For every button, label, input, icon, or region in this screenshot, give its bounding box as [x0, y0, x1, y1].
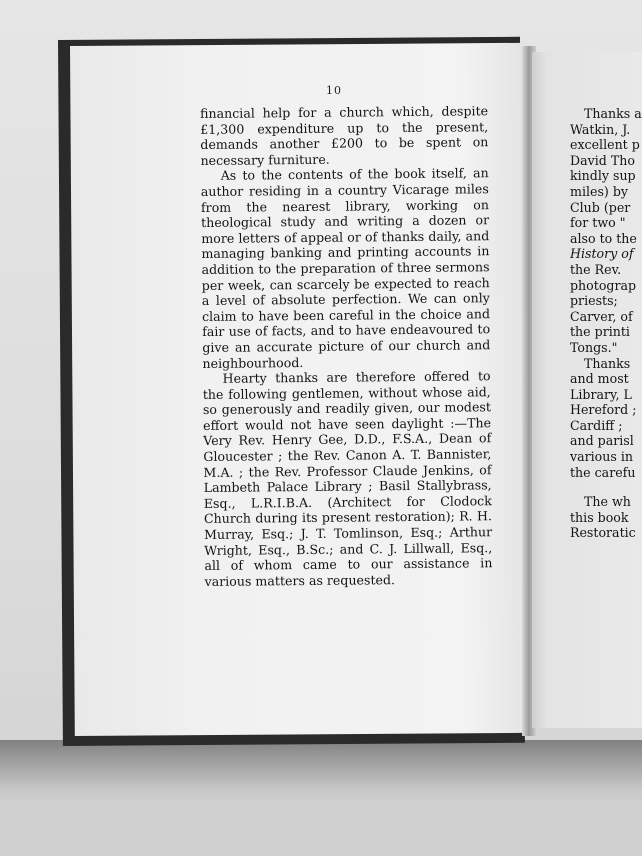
- right-line: this book: [570, 509, 629, 525]
- right-line: Cardiff ;: [570, 417, 623, 433]
- right-line: Watkin, J.: [570, 121, 631, 137]
- paragraph-3: Hearty thanks are therefore offered to the following gentlemen, without whose aid, so generously and readily given, our modest effort would not have seen daylight :—The Very Rev. Henry Gee, D.D., F.S.A., Dean of Gloucester ; the Rev. Canon A. T. Bannister, M.A. ; the Rev. Professor Claude Jenkins, of Lambeth Palace Library ; Basil Stallybrass, Esq., L.R.I.B.A. (Architect for Clodock Church during its present restoration); R. H. Murray, Esq.; J. T. Tomlinson, Esq.; Arthur Wright, Esq., B.Sc.; and C. J. Lillwall, Esq., all of whom came to our assistance in various matters as requested.: [202, 368, 493, 589]
- right-line: Tongs.": [570, 339, 618, 355]
- right-line: excellent p: [570, 137, 640, 153]
- right-line: for two ": [570, 215, 626, 231]
- right-line: the Rev.: [570, 261, 622, 277]
- right-line: the printi: [570, 324, 630, 340]
- right-line: and most: [570, 371, 629, 387]
- right-line: History of: [570, 246, 634, 262]
- right-line: kindly sup: [570, 168, 636, 184]
- right-line: Club (per: [570, 199, 631, 215]
- right-line: various in: [570, 449, 633, 465]
- right-line: photograp: [570, 277, 637, 293]
- right-line: Hereford ;: [570, 402, 637, 418]
- right-line: David Tho: [570, 152, 635, 168]
- table-surface: [0, 800, 642, 856]
- right-line: also to the: [570, 230, 637, 246]
- right-line: Thanks a: [584, 106, 642, 121]
- right-page-text: [570, 106, 642, 541]
- paragraph-1: financial help for a church which, despite £1,300 expenditure up to the present, demands another £200 to be spent on necessary furniture.: [200, 103, 489, 168]
- right-line: Library, L: [570, 386, 632, 402]
- right-line: The wh: [584, 494, 631, 510]
- right-line: priests;: [570, 293, 618, 309]
- right-line: Thanks: [584, 355, 631, 371]
- right-line: miles) by: [570, 183, 629, 199]
- paragraph-2: As to the contents of the book itself, an author residing in a country Vicarage miles from the nearest library, working on theological study and writing a dozen or more letters of appeal or of thanks daily, and managing banking and printing accounts in addition to the preparation of three sermons per week, can scarcely be expected to reach a level of absolute perfection. We can only claim to have been careful in the choice and fair use of facts, and to have endeavoured to give an accurate picture of our church and neighbourhood.: [200, 165, 491, 371]
- right-line: Restoratic: [570, 525, 636, 541]
- right-line: the carefu: [570, 464, 636, 480]
- page-number: 10: [326, 84, 342, 97]
- right-line: and parisl: [570, 433, 634, 449]
- left-page-text: [200, 103, 493, 589]
- right-line: Carver, of: [570, 308, 633, 324]
